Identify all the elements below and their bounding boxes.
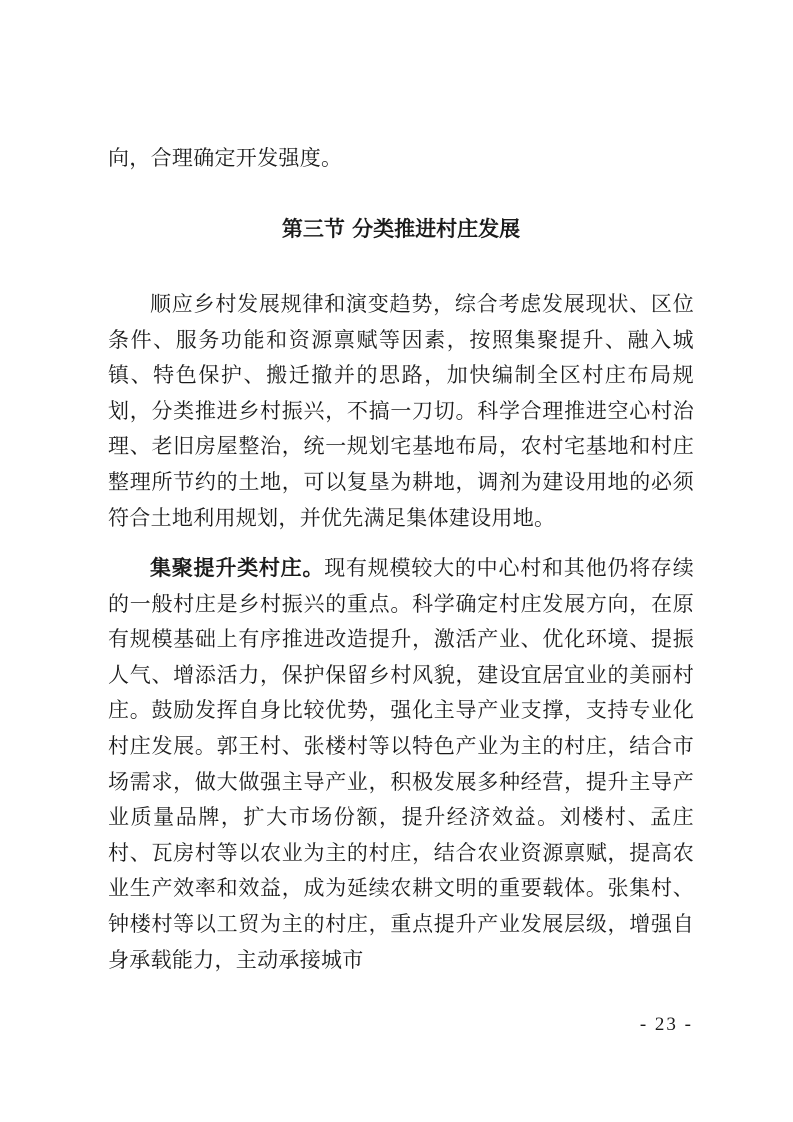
continued-text-line: 向，合理确定开发强度。 bbox=[108, 146, 343, 170]
paragraph-lead-term: 集聚提升类村庄。 bbox=[150, 555, 325, 580]
paragraph-2-body: 现有规模较大的中心村和其他仍将存续的一般村庄是乡村振兴的重点。科学确定村庄发展方向，在原有规模基础上有序推进改造提升，激活产业、优化环境、提振人气、增添活力，保护保留乡村风貌，建设宜居宜业的美丽村庄。鼓励发挥自身比较优势，强化主导产业支撑，支持专业化村庄发展。郭王村、张楼村等以特色产业为主的村庄，结合市场需求，做大做强主导产业，积极发展多种经营，提升主导产业质量品牌，扩大市场份额，提升经济效益。刘楼村、孟庄村、瓦房村等以农业为主的村庄，结合农业资源禀赋，提高农业生产效率和效益，成为延续农耕文明的重要载体。张集村、钟楼村等以工贸为主的村庄，重点提升产业发展层级，增强自身承载能力，主动承接城市 bbox=[108, 556, 694, 972]
section-heading: 第三节 分类推进村庄发展 bbox=[281, 216, 521, 241]
body-paragraph-1: 顺应乡村发展规律和演变趋势，综合考虑发展现状、区位条件、服务功能和资源禀赋等因素，按照集聚提升、融入城镇、特色保护、搬迁撤并的思路，加快编制全区村庄布局规划，分类推进乡村振兴，不搞一刀切。科学合理推进空心村治理、老旧房屋整治，统一规划宅基地布局，农村宅基地和村庄整理所节约的土地，可以复垦为耕地，调剂为建设用地的必须符合土地利用规划，并优先满足集体建设用地。 bbox=[108, 292, 694, 530]
page-number: - 23 - bbox=[639, 1014, 693, 1035]
body-paragraph-2 bbox=[108, 550, 694, 978]
